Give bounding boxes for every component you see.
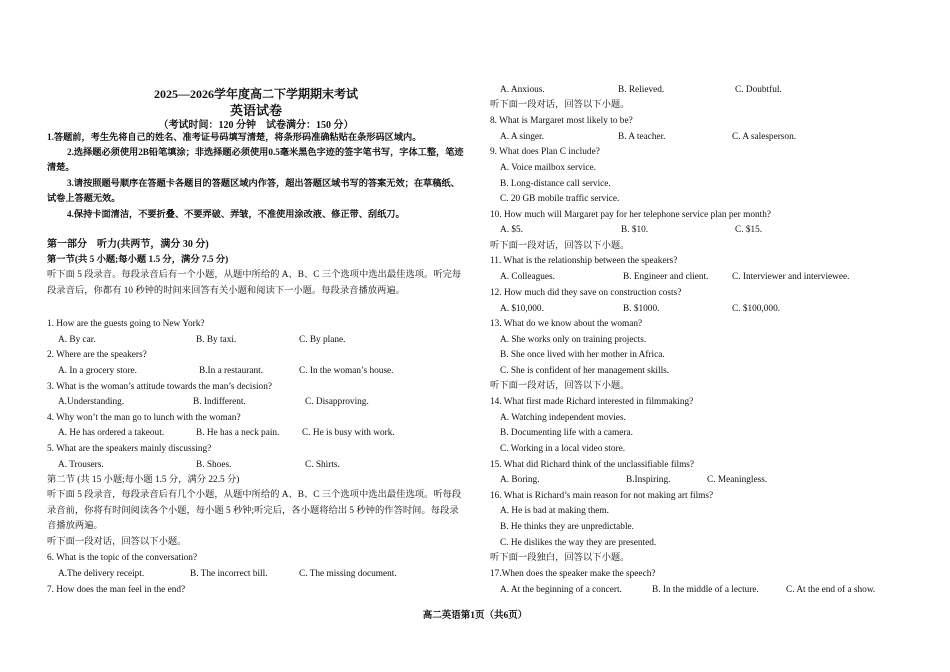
q11-stem: 11. What is the relationship between the speakers? — [490, 256, 678, 266]
q9-stem: 9. What does Plan C include? — [490, 147, 600, 157]
q10-stem: 10. How much will Margaret pay for her telephone service plan per month? — [490, 210, 771, 220]
section2-intro: 听下面 5 段录音，每段录音后有几个小题，从题中所给的 A、B、C 三个选项中选出最佳选项。听每段录音前，你将有时间阅读各个小题，每小题 5 秒钟;听完后，各小题将给出 5 秒钟的作答时间。每段录音播放两遍。 — [47, 490, 462, 531]
section1-intro: 听下面 5 段录音。每段录音后有一个小题，从题中所给的 A、B、C 三个选项中选出最佳选项。听完每段录音后，你都有 10 秒钟的时间来回答有关小题和阅读下一小题。每段录音播放两遍。 — [47, 270, 462, 296]
q4-option-a: A. He has ordered a takeout. — [58, 428, 165, 438]
q12-option-a: A. $10,000. — [500, 304, 544, 314]
q13-stem: 13. What do we know about the woman? — [490, 319, 643, 329]
note-1: 1.答题前，考生先将自己的姓名、准考证号码填写清楚，将条形码准确粘贴在条形码区域内。 — [47, 132, 422, 142]
q14-stem: 14. What first made Richard interested in filmmaking? — [490, 397, 694, 407]
section2-heading: 第二节 (共 15 小题;每小题 1.5 分，满分 22.5 分) — [47, 475, 240, 485]
q10-option-b: B. $10. — [621, 225, 649, 235]
q9-option-b: B. Long-distance call service. — [500, 179, 611, 189]
q1-stem: 1. How are the guests going to New York? — [47, 319, 205, 329]
q7-stem: 7. How does the man feel in the end? — [47, 585, 186, 595]
q2-stem: 2. Where are the speakers? — [47, 350, 147, 360]
q14-option-b: B. Documenting life with a camera. — [500, 428, 633, 438]
q15-option-b: B.Inspiring. — [626, 475, 671, 485]
q3-stem: 3. What is the woman’s attitude towards the man’s decision? — [47, 382, 272, 392]
section1-heading: 第一节(共 5 小题;每小题 1.5 分，满分 7.5 分) — [47, 255, 229, 265]
note-4: 4.保持卡面清洁，不要折叠、不要弄破、弄皱，不准使用涂改液、修正带、刮纸刀。 — [67, 209, 405, 219]
q4-stem: 4. Why won’t the man go to lunch with the woman? — [47, 413, 241, 423]
q1-option-c: C. By plane. — [299, 335, 346, 345]
q7-option-a: A. Anxious. — [500, 85, 545, 95]
q6-stem: 6. What is the topic of the conversation? — [47, 553, 198, 563]
listen-dialog-instruction: 听下面一段对话，回答以下小题。 — [490, 241, 630, 251]
q16-option-c: C. He dislikes the way they are presented. — [500, 538, 657, 548]
q11-option-a: A. Colleagues. — [500, 272, 555, 282]
q15-stem: 15. What did Richard think of the unclassifiable films? — [490, 460, 695, 470]
q9-option-a: A. Voice mailbox service. — [500, 163, 596, 173]
q5-option-c: C. Shirts. — [305, 460, 340, 470]
q6-option-c: C. The missing document. — [299, 569, 397, 579]
q4-option-c: C. He is busy with work. — [302, 428, 395, 438]
q15-option-a: A. Boring. — [500, 475, 540, 485]
q8-stem: 8. What is Margaret most likely to be? — [490, 116, 633, 126]
q13-option-c: C. She is confident of her management skills. — [500, 366, 670, 376]
q2-option-b: B.In a restaurant. — [199, 366, 264, 376]
q7-option-b: B. Relieved. — [618, 85, 665, 95]
q17-option-a: A. At the beginning of a concert. — [500, 585, 622, 595]
q14-option-a: A. Watching independent movies. — [500, 413, 626, 423]
q2-option-c: C. In the woman’s house. — [299, 366, 394, 376]
q15-option-c: C. Meaningless. — [707, 475, 768, 485]
exam-title: 2025—2026学年度高二下学期期末考试 — [153, 87, 358, 101]
q10-option-a: A. $5. — [500, 225, 523, 235]
q17-option-c: C. At the end of a show. — [786, 585, 876, 595]
exam-subject: 英语试卷 — [229, 103, 282, 118]
q12-stem: 12. How much did they save on construction costs? — [490, 288, 682, 298]
q6-option-b: B. The incorrect bill. — [190, 569, 268, 579]
q16-stem: 16. What is Richard’s main reason for not making art films? — [490, 491, 714, 501]
q5-option-b: B. Shoes. — [196, 460, 232, 470]
q14-option-c: C. Working in a local video store. — [500, 444, 626, 454]
q9-option-c: C. 20 GB mobile traffic service. — [500, 194, 620, 204]
q7-option-c: C. Doubtful. — [735, 85, 782, 95]
page-footer: 高二英语第1页（共6页） — [422, 611, 528, 621]
q16-option-a: A. He is bad at making them. — [500, 506, 609, 516]
q3-option-a: A.Understanding. — [58, 397, 125, 407]
q8-option-a: A. A singer. — [500, 132, 544, 142]
q17-option-b: B. In the middle of a lecture. — [652, 585, 759, 595]
q11-option-b: B. Engineer and client. — [623, 272, 709, 282]
q3-option-c: C. Disapproving. — [305, 397, 369, 407]
listen-dialog-instruction: 听下面一段对话，回答以下小题。 — [47, 537, 187, 547]
note-2: 2.选择题必须使用2B铅笔填涂；非选择题必须使用0.5毫米黑色字迹的签字笔书写，字体工整，笔迹清楚。 — [47, 147, 464, 172]
q1-option-b: B. By taxi. — [196, 335, 237, 345]
listen-dialog-instruction: 听下面一段对话，回答以下小题。 — [490, 381, 630, 391]
part1-heading: 第一部分 听力(共两节，满分 30 分) — [47, 239, 209, 250]
exam-info: （考试时间：120 分钟 试卷满分：150 分） — [158, 120, 354, 131]
q2-option-a: A. In a grocery store. — [58, 366, 137, 376]
q12-option-c: C. $100,000. — [732, 304, 781, 314]
q5-option-a: A. Trousers. — [58, 460, 104, 470]
note-3: 3.请按照题号顺序在答题卡各题目的答题区域内作答，超出答题区域书写的答案无效；在草稿纸、试卷上答题无效。 — [47, 178, 460, 203]
listen-dialog-instruction: 听下面一段对话，回答以下小题。 — [490, 100, 630, 110]
q3-option-b: B. Indifferent. — [193, 397, 246, 407]
q8-option-c: C. A salesperson. — [732, 132, 797, 142]
q11-option-c: C. Interviewer and interviewee. — [732, 272, 850, 282]
q1-option-a: A. By car. — [58, 335, 96, 345]
q12-option-b: B. $1000. — [623, 304, 660, 314]
q5-stem: 5. What are the speakers mainly discussing? — [47, 444, 212, 454]
q10-option-c: C. $15. — [735, 225, 763, 235]
q8-option-b: B. A teacher. — [618, 132, 666, 142]
q13-option-b: B. She once lived with her mother in Africa. — [500, 350, 665, 360]
q17-stem: 17.When does the speaker make the speech? — [490, 569, 656, 579]
q16-option-b: B. He thinks they are unpredictable. — [500, 522, 634, 532]
q13-option-a: A. She works only on training projects. — [500, 335, 647, 345]
q4-option-b: B. He has a neck pain. — [196, 428, 280, 438]
q6-option-a: A.The delivery receipt. — [58, 569, 145, 579]
listen-monologue-instruction: 听下面一段独白，回答以下小题。 — [490, 553, 630, 563]
